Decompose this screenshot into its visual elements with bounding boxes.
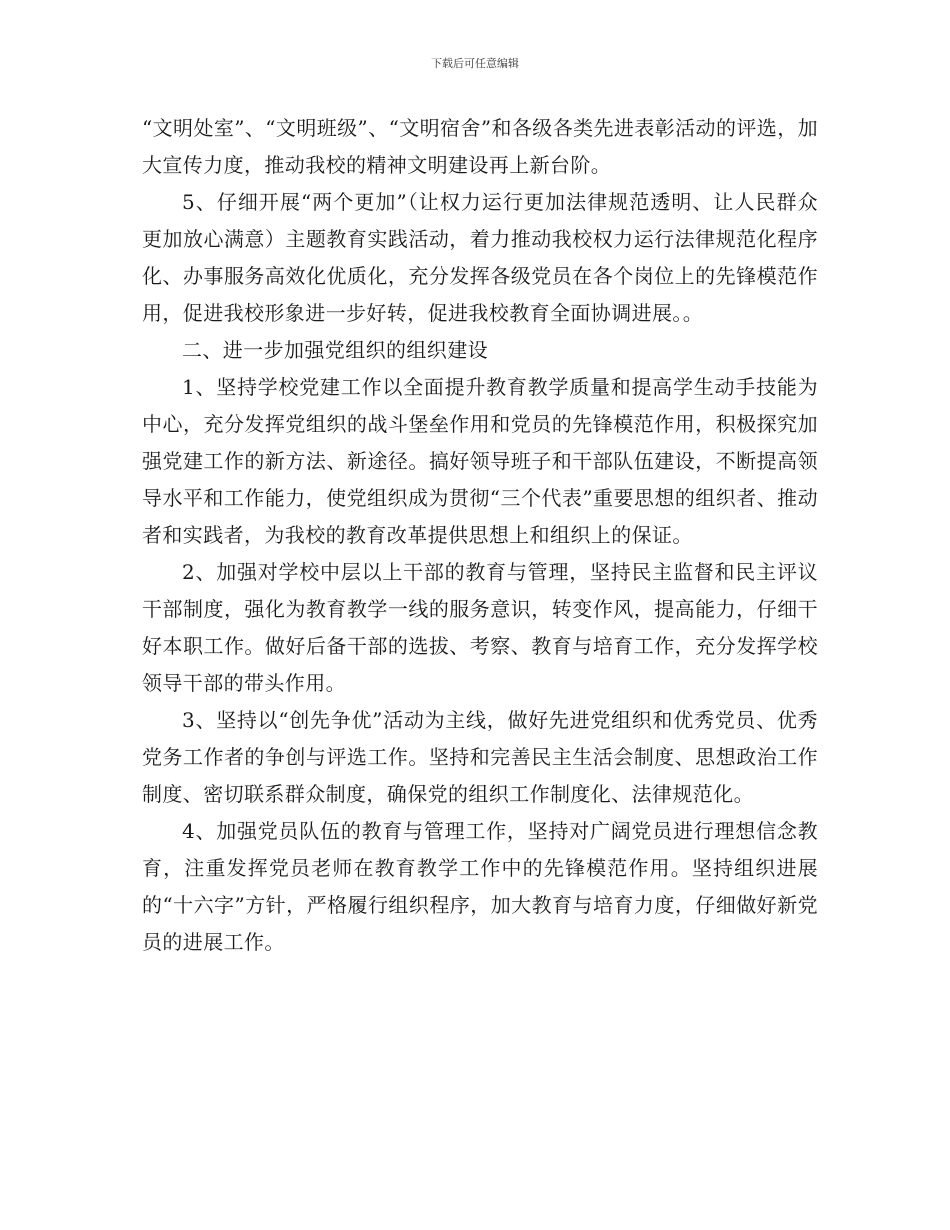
paragraph: 4、加强党员队伍的教育与管理工作，坚持对广阔党员进行理想信念教育，注重发挥党员老师在教育教学工作中的先锋模范作用。坚持组织进展的“十六字”方针，严格履行组织程序，加大教育与培育力度，仔细做好新党员的进展工作。 xyxy=(142,819,818,954)
paragraph: 3、坚持以“创先争优”活动为主线，做好先进党组织和优秀党员、优秀党务工作者的争创与评选工作。坚持和完善民主生活会制度、思想政治工作制度、密切联系群众制度，确保党的组织工作制度化、法律规范化。 xyxy=(142,708,818,806)
paragraph: 1、坚持学校党建工作以全面提升教育教学质量和提高学生动手技能为中心，充分发挥党组织的战斗堡垒作用和党员的先锋模范作用，积极探究加强党建工作的新方法、新途径。搞好领导班子和干部队伍建设，不断提高领导水平和工作能力，使党组织成为贯彻“三个代表”重要思想的组织者、推动者和实践者，为我校的教育改革提供思想上和组织上的保证。 xyxy=(142,375,818,547)
paragraph: “文明处室”、“文明班级”、“文明宿舍”和各级各类先进表彰活动的评选，加大宣传力度，推动我校的精神文明建设再上新台阶。 xyxy=(142,116,818,177)
document-body xyxy=(142,110,818,961)
paragraph: 2、加强对学校中层以上干部的教育与管理，坚持民主监督和民主评议干部制度，强化为教育教学一线的服务意识，转变作风，提高能力，仔细干好本职工作。做好后备干部的选拔、考察、教育与培育工作，充分发挥学校领导干部的带头作用。 xyxy=(142,560,818,695)
page-header: 下载后可任意编辑 xyxy=(431,57,519,70)
section-heading: 二、进一步加强党组织的组织建设 xyxy=(182,338,488,362)
paragraph: 5、仔细开展“两个更加”（让权力运行更加法律规范透明、让人民群众更加放心满意）主题教育实践活动，着力推动我校权力运行法律规范化程序化、办事服务高效化优质化，充分发挥各级党员在各个岗位上的先锋模范作用，促进我校形象进一步好转，促进我校教育全面协调进展。。 xyxy=(142,190,818,325)
